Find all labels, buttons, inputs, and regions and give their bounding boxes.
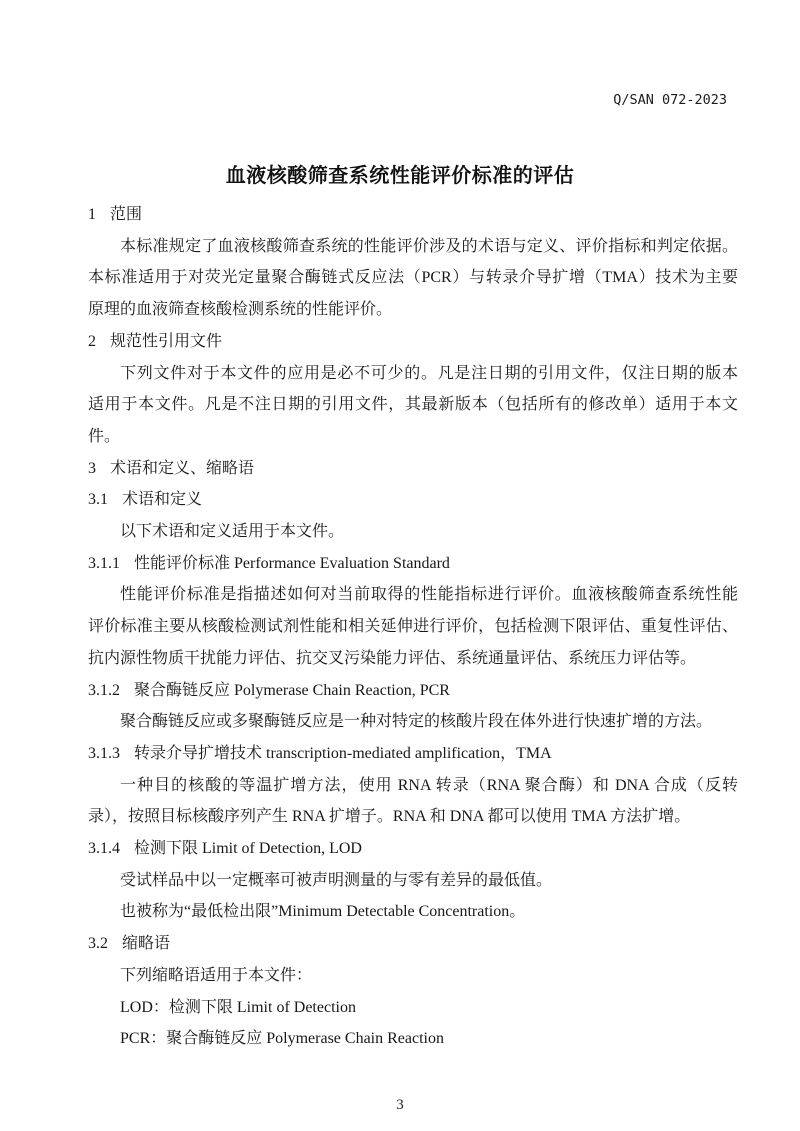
section-title: 缩略语 — [122, 935, 171, 953]
para-line: 录），按照目标核酸序列产生 RNA 扩增子。RNA 和 DNA 都可以使用 TMA 方法扩增。 — [88, 808, 691, 826]
section-number: 3.1 — [88, 491, 108, 509]
section-heading — [88, 453, 738, 485]
section-title: 术语和定义、缩略语 — [110, 459, 255, 477]
para-line: 适用于本文件。凡是不注日期的引用文件，其最新版本（包括所有的修改单）适用于本文 — [88, 396, 738, 414]
para-line: 原理的血液筛查核酸检测系统的性能评价。 — [88, 301, 393, 319]
section-heading — [88, 738, 738, 770]
section-number: 3.2 — [88, 935, 108, 953]
section-heading — [88, 833, 738, 865]
section-title: 术语和定义 — [122, 491, 203, 509]
section-heading — [88, 484, 738, 516]
section-number: 3.1.4 — [88, 840, 120, 858]
para-line: 抗内源性物质干扰能力评估、抗交叉污染能力评估、系统通量评估、系统压力评估等。 — [88, 649, 697, 667]
section-heading — [88, 548, 738, 580]
section-heading — [88, 326, 738, 358]
para-line: 性能评价标准是指描述如何对当前取得的性能指标进行评价。血液核酸筛查系统性能 — [120, 586, 738, 604]
section-title: 检测下限 Limit of Detection, LOD — [134, 840, 362, 858]
para-line: 受试样品中以一定概率可被声明测量的与零有差异的最低值。 — [120, 871, 553, 889]
section-title: 聚合酶链反应 Polymerase Chain Reaction, PCR — [134, 681, 450, 699]
para-line: 件。 — [88, 427, 121, 445]
section-number: 2 — [88, 332, 96, 350]
section-title: 规范性引用文件 — [110, 332, 223, 350]
section-title: 转录介导扩增技术 transcription-mediated amplification，TMA — [134, 744, 552, 762]
section-heading — [88, 928, 738, 960]
section-number: 3.1.3 — [88, 744, 120, 762]
para-line: 下列缩略语适用于本文件： — [120, 966, 313, 984]
para-line: 也被称为“最低检出限”Minimum Detectable Concentration。 — [120, 903, 526, 921]
section-number: 3.1.1 — [88, 554, 120, 572]
para-line: 评价标准主要从核酸检测试剂性能和相关延伸进行评价，包括检测下限评估、重复性评估、 — [88, 618, 738, 636]
para-line: LOD：检测下限 Limit of Detection — [120, 998, 356, 1016]
para-line: 一种目的核酸的等温扩增方法，使用 RNA 转录（RNA 聚合酶）和 DNA 合成（反转 — [120, 776, 738, 794]
doc-standard-code: Q/SAN 072-2023 — [613, 92, 727, 108]
section-number: 3.1.2 — [88, 681, 120, 699]
section-title: 范围 — [110, 206, 143, 223]
doc-title: 血液核酸筛查系统性能评价标准的评估 — [225, 165, 575, 187]
section-heading — [88, 675, 738, 707]
para-line: 以下术语和定义适用于本文件。 — [120, 523, 345, 541]
para-line: 本标准规定了血液核酸筛查系统的性能评价涉及的术语与定义、评价指标和判定依据。 — [120, 237, 738, 255]
para-line: PCR：聚合酶链反应 Polymerase Chain Reaction — [120, 1030, 444, 1048]
para-line: 下列文件对于本文件的应用是必不可少的。凡是注日期的引用文件，仅注日期的版本 — [120, 364, 738, 382]
para-line: 本标准适用于对荧光定量聚合酶链式反应法（PCR）与转录介导扩增（TMA）技术为主要 — [88, 269, 738, 287]
page-number: 3 — [396, 1097, 404, 1113]
section-title: 性能评价标准 Performance Evaluation Standard — [134, 554, 450, 572]
section-heading — [88, 199, 738, 231]
para-line: 聚合酶链反应或多聚酶链反应是一种对特定的核酸片段在体外进行快速扩增的方法。 — [120, 713, 713, 731]
document-body — [88, 199, 738, 1055]
section-number: 3 — [88, 459, 96, 477]
section-number: 1 — [88, 206, 96, 223]
